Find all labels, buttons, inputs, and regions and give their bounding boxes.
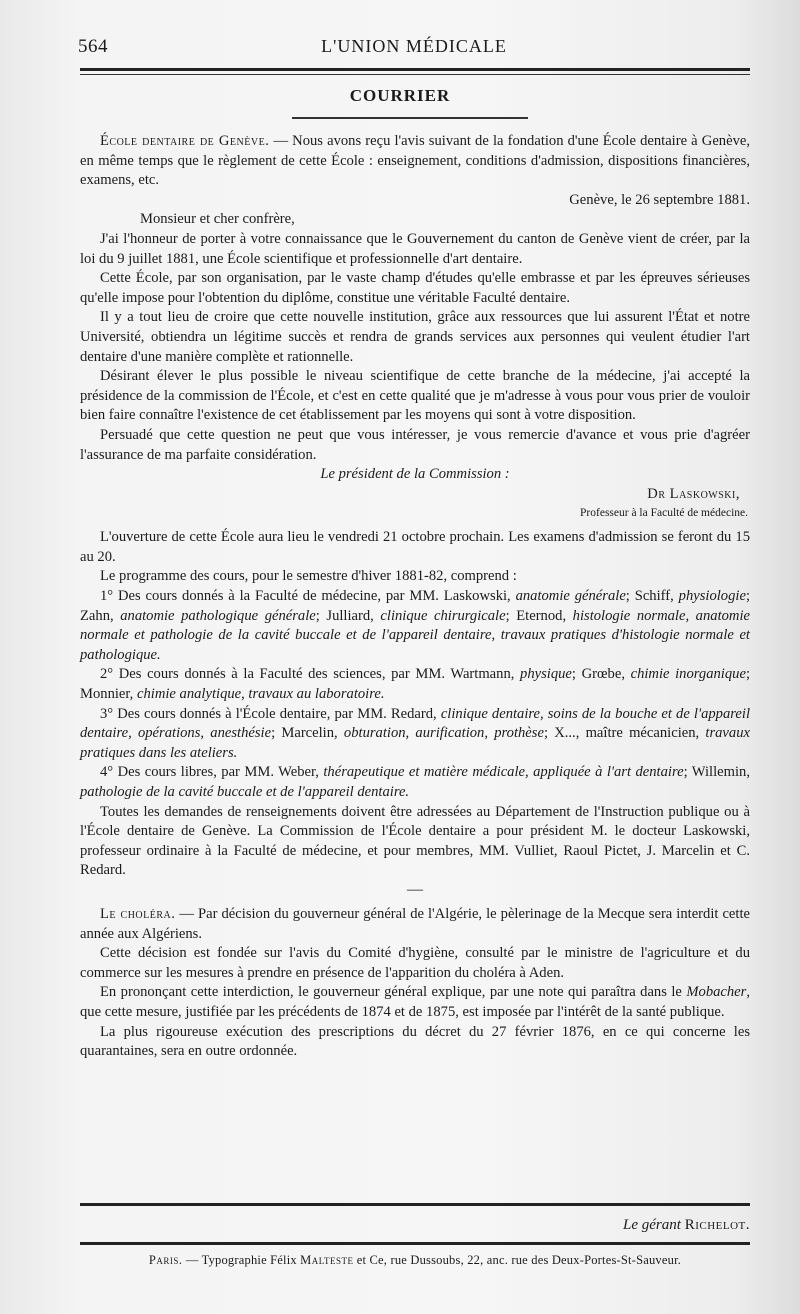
printer-line: Paris. — Typographie Félix Malteste et Ce, rue Dussoubs, 22, anc. rue des Deux-Portes-St-Sauveur.	[148, 1253, 682, 1267]
letter-paragraph-4: Désirant élever le plus possible le niveau scientifique de cette branche de la médecine, j'ai accepté la présidence de la commission de l'École, et c'est en cette qualité que je m'adresse à vous pour vous prier de vouloir bien faire connaître l'existence de cet établissement par les moyens qui sont à votre disposition.	[80, 368, 750, 424]
geneva-lead-rest: — Nous avons reçu l'avis suivant de la fondation d'une École dentaire à Genève, en même temps que le règlement de cette École : enseignement, conditions d'admission, dispositions financières, examens, etc.	[80, 133, 750, 189]
header-rule-thin	[80, 74, 750, 75]
course-3: 3° Des cours donnés à l'École dentaire, par MM. Redard, clinique dentaire, soins de la bouche et de l'appareil dentaire, opérations, anesthésie; Marcelin, obturation, aurification, prothèse; X..., maître mécanicien, travaux pratiques dans les ateliers.	[80, 705, 751, 761]
section-title: COURRIER	[349, 86, 451, 105]
article-body	[80, 132, 750, 1062]
cholera-paragraph-3: La plus rigoureuse exécution des prescriptions du décret du 27 février 1876, en ce qui concerne les quarantaines, sera en outre ordonnée.	[80, 1023, 750, 1060]
cholera-paragraph-1: Cette décision est fondée sur l'avis du Comité d'hygiène, consulté par le ministre de l'agriculture et du commerce sur les mesures à prendre en présence de l'apparition du choléra à Aden.	[80, 945, 750, 981]
letter-paragraph-3: Il y a tout lieu de croire que cette nouvelle institution, grâce aux ressources que lui assurent l'État et notre Université, obtiendra un légitime succès et rendra de grands services aux personnes qui veulent étudier l'art dentaire d'une manière complète et rationnelle.	[80, 309, 750, 365]
dateline: Genève, le 26 septembre 1881.	[569, 191, 750, 208]
geneva-lead-paragraph	[80, 132, 750, 191]
signature-title: Professeur à la Faculté de médecine.	[580, 507, 748, 520]
section-title-underline	[292, 117, 528, 119]
opening-paragraph: L'ouverture de cette École aura lieu le vendredi 21 octobre prochain. Les examens d'admission se feront du 15 au 20.	[80, 529, 750, 565]
page-header	[78, 34, 750, 60]
course-4: 4° Des cours libres, par MM. Weber, thérapeutique et matière médicale, appliquée à l'art dentaire; Willemin, pathologie de la cavité buccale et de l'appareil dentaire.	[80, 764, 750, 800]
course-1: 1° Des cours donnés à la Faculté de médecine, par MM. Laskowski, anatomie générale; Schiff, physiologie; Zahn, anatomie pathologique générale; Julliard, clinique chirurgicale; Eternod, histologie normale, anatomie normale et pathologie de la cavité buccale et de l'appareil dentaire, travaux pratiques d'histologie normale et pathologique.	[80, 588, 750, 663]
cholera-lead-paragraph	[80, 905, 750, 944]
cholera-lead-rest: — Par décision du gouverneur général de l'Algérie, le pèlerinage de la Mecque sera interdit cette année aux Algériens.	[80, 905, 750, 942]
section-separator: —	[407, 880, 423, 898]
letter-paragraph-1: J'ai l'honneur de porter à votre connaissance que le Gouvernement du canton de Genève vient de créer, par la loi du 9 juillet 1881, une École scientifique et professionnelle d'art dentaire.	[80, 230, 750, 267]
cholera-paragraph-2: En prononçant cette interdiction, le gouverneur général explique, par une note qui paraîtra dans le Mobacher, que cette mesure, justifiée par les précédents de 1874 et de 1875, est imposée par l'intérêt de la santé publique.	[80, 984, 750, 1020]
gerant-line	[80, 1217, 750, 1234]
requests-paragraph: Toutes les demandes de renseignements doivent être adressées au Département de l'Instruction publique ou à l'École dentaire de Genève. La Commission de l'École dentaire a pour président M. le docteur Laskowski, professeur ordinaire à la Faculté de médecine, et pour membres, MM. Vulliet, Raoul Pictet, J. Marcelin et C. Redard.	[80, 803, 750, 879]
header-rule-thick	[80, 68, 750, 71]
signoff: Le président de la Commission :	[320, 466, 510, 483]
salutation: Monsieur et cher confrère,	[140, 211, 295, 228]
footer-rule-top	[80, 1203, 750, 1206]
signature-name: Dr Laskowski,	[647, 485, 740, 502]
letter-paragraph-2: Cette École, par son organisation, par le vaste champ d'études qu'elle embrasse et par les épreuves sérieuses qu'elle impose pour l'obtention du diplôme, constitue une véritable Faculté dentaire.	[80, 270, 750, 306]
footer-rule-bottom	[80, 1242, 750, 1245]
geneva-lead-caps: École dentaire de Genève.	[100, 133, 270, 149]
running-head: L'UNION MÉDICALE	[321, 36, 507, 56]
cholera-lead-caps: Le choléra.	[100, 905, 176, 922]
gerant-label: Le gérant	[623, 1217, 681, 1233]
letter-paragraph-5: Persuadé que cette question ne peut que vous intéresser, je vous remercie d'avance et vous prie d'agréer l'assurance de ma parfaite considération.	[80, 426, 750, 463]
page-number: 564	[78, 36, 108, 57]
program-intro: Le programme des cours, pour le semestre d'hiver 1881-82, comprend :	[100, 568, 517, 585]
gerant-name: Richelot.	[684, 1217, 750, 1233]
course-2: 2° Des cours donnés à la Faculté des sciences, par MM. Wartmann, physique; Grœbe, chimie inorganique; Monnier, chimie analytique, travaux au laboratoire.	[80, 666, 750, 703]
